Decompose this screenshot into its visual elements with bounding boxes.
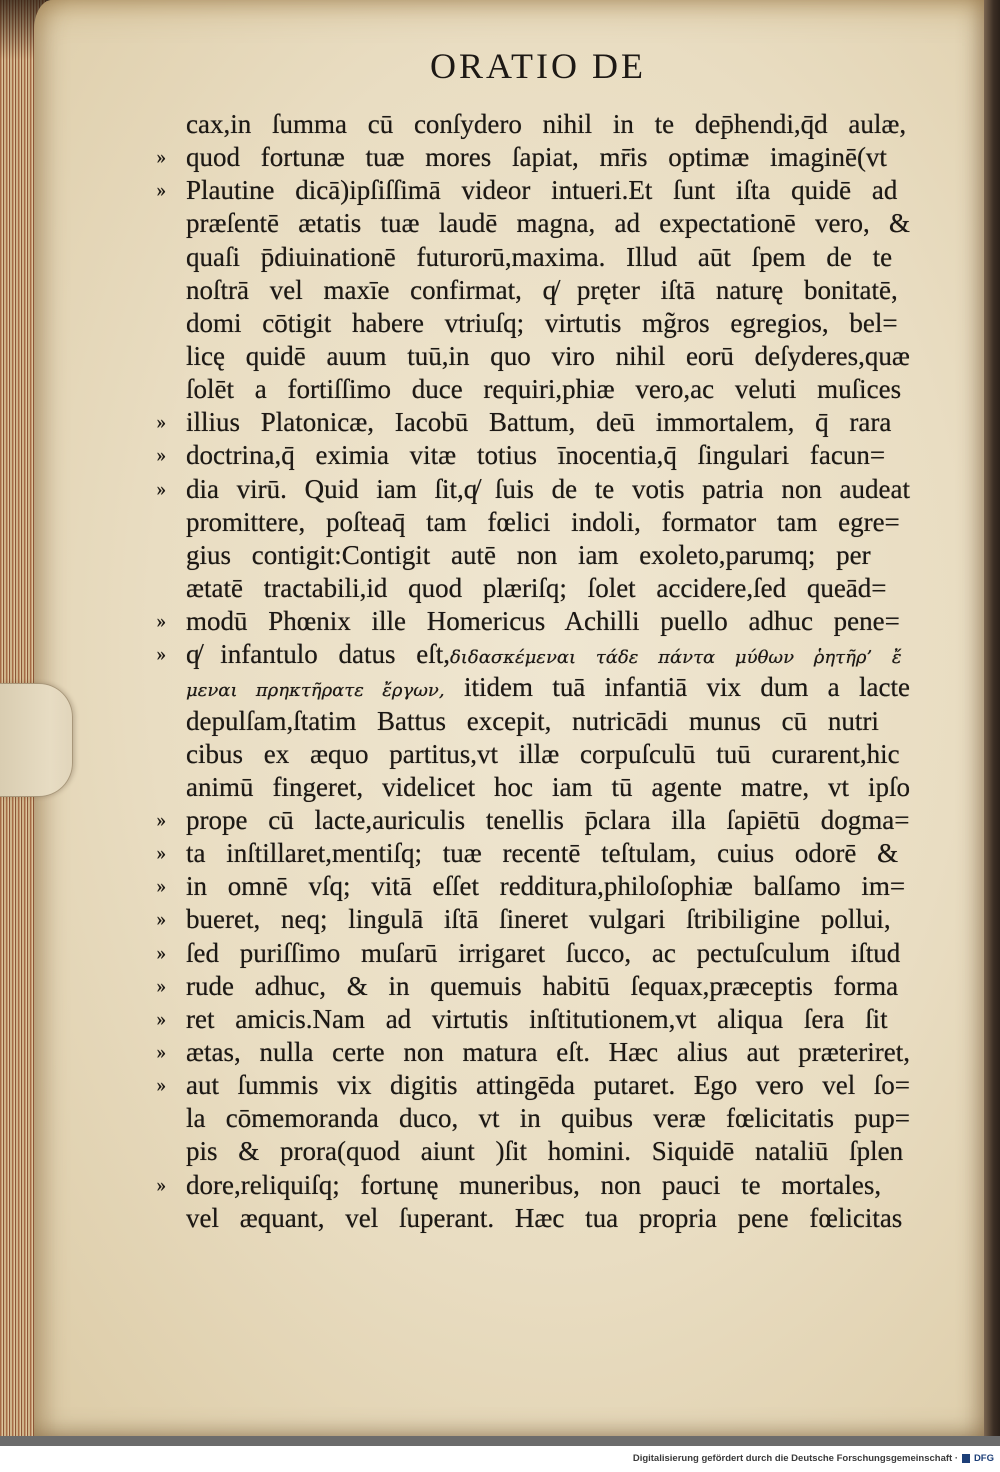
text-line xyxy=(186,340,910,373)
line-text: in omnē vſq; vitā eſſet redditura,philoſophiæ balſamo im= xyxy=(186,871,906,902)
line-text: prope cū lacte,auriculis tenellis p̄clara illa ſapiētū dogma= xyxy=(186,804,910,835)
text-line xyxy=(156,174,910,207)
line-text: promittere, poſteaq̄ tam fœlici indoli, formator tam egre= xyxy=(186,506,900,537)
line-text: doctrina,q̄ eximia vitæ totius īnocentia,q̄ ſingulari facun= xyxy=(186,440,886,471)
page-clip-tab xyxy=(0,683,73,797)
sententia-marker: ›› xyxy=(156,974,164,997)
line-text: domi cōtigit habere vtriuſq; virtutis mg̃ros egregios, bel= xyxy=(186,307,898,338)
line-text: dia virū. Quid iam ſit,q̸ ſuis de te votis patria non audeat xyxy=(186,473,910,504)
sententia-marker: ›› xyxy=(156,1173,164,1196)
text-line xyxy=(186,1202,910,1235)
line-text: vel æquant, vel ſuperant. Hæc tua propria pene fœlicitas xyxy=(186,1202,903,1233)
line-text: Plautine dicā)ipſiſſimā videor intueri.Et ſunt iſta quidē ad xyxy=(186,175,898,206)
line-text xyxy=(186,671,910,707)
text-line xyxy=(186,705,910,738)
line-text: la cōmemoranda duco, vt in quibus veræ fœlicitatis pup= xyxy=(186,1103,911,1134)
sententia-marker: ›› xyxy=(156,875,164,898)
line-text: cax,in ſumma cū conſydero nihil in te dep̄hendi,q̄d aulæ, xyxy=(186,109,907,139)
line-text: quod fortunæ tuæ mores ſapiat, mr̄is optimæ imaginē(vt xyxy=(186,142,887,173)
text-line xyxy=(186,671,910,704)
sententia-marker: ›› xyxy=(156,146,164,169)
greek-quotation: μεναι πρηκτῆρατε ἔργων, xyxy=(186,680,445,702)
text-line xyxy=(156,605,910,638)
line-text xyxy=(186,638,902,674)
line-text: illius Platonicæ, Iacobū Battum, deū immortalem, q̄ rara xyxy=(186,407,892,438)
text-line xyxy=(156,1036,910,1069)
line-text: rude adhuc, & in quemuis habitū ſequax,præceptis forma xyxy=(186,970,899,1001)
text-line xyxy=(156,638,910,671)
text-line xyxy=(156,439,910,472)
text-line xyxy=(186,373,910,406)
sententia-marker: ›› xyxy=(156,1040,164,1063)
greek-quotation: διδασκέμεναι τάδε πάντα μύθων ῥητῆρ’ ἔ xyxy=(449,647,902,669)
line-text: bueret, neq; lingulā iſtā ſineret vulgari ſtribiligine pollui, xyxy=(186,904,891,935)
line-text: aut ſummis vix digitis attingēda putaret. Ego vero vel ſo= xyxy=(186,1070,910,1101)
body-text xyxy=(156,108,911,1235)
sententia-marker: ›› xyxy=(156,477,164,500)
text-line xyxy=(186,274,910,307)
text-line xyxy=(186,539,910,572)
text-line xyxy=(156,903,910,936)
text-line xyxy=(186,307,910,340)
text-line xyxy=(186,1135,910,1168)
text-line xyxy=(186,108,910,141)
running-head: ORATIO DE xyxy=(430,46,646,86)
sententia-marker: ›› xyxy=(156,1074,164,1097)
sententia-marker: ›› xyxy=(156,808,164,831)
line-text: depulſam,ſtatim Battus excepit, nutricādi munus cū nutri xyxy=(186,705,879,736)
text-line xyxy=(156,937,910,970)
text-line xyxy=(186,241,910,274)
sententia-marker: ›› xyxy=(156,842,164,865)
text-line xyxy=(156,804,910,837)
text-line xyxy=(186,572,910,605)
scan-bottom-strip xyxy=(0,1436,1000,1446)
line-text: animū fingeret, videlicet hoc iam tū agente matre, vt ipſo xyxy=(186,771,911,802)
line-text: quaſi p̄diuinationē futurorū,maxima. Illud aūt ſpem de te xyxy=(186,241,893,272)
text-line xyxy=(186,506,910,539)
line-text: dore,reliquiſq; fortunę muneribus, non pauci te mortales, xyxy=(186,1169,882,1200)
text-line xyxy=(186,771,910,804)
line-text: præſentē ætatis tuæ laudē magna, ad expectationē vero, & xyxy=(186,208,910,239)
latin-text: q̸ infantulo datus eſt, xyxy=(186,639,450,670)
text-line xyxy=(156,1069,910,1102)
page-shadow-right xyxy=(984,0,1000,1436)
text-line xyxy=(156,1003,910,1036)
sententia-marker: ›› xyxy=(156,411,164,434)
dfg-logo: DFG xyxy=(962,1452,994,1465)
text-line xyxy=(156,473,910,506)
funding-credit: Digitalisierung gefördert durch die Deutsche Forschungsgemeinschaft · xyxy=(632,1453,958,1464)
sententia-marker: ›› xyxy=(156,643,164,666)
line-text: cibus ex æquo partitus,vt illæ corpuſculū tuū curarent,hic xyxy=(186,738,900,769)
text-line xyxy=(186,1102,910,1135)
line-text: ta inſtillaret,mentiſq; tuæ recentē teſtulam, cuius odorē & xyxy=(186,838,899,869)
line-text: ſed puriſſimo muſarū irrigaret ſucco, ac pectuſculum iſtud xyxy=(186,937,901,968)
text-line xyxy=(156,141,910,174)
digitization-footer xyxy=(0,1446,1000,1472)
sententia-marker: ›› xyxy=(156,444,164,467)
text-line xyxy=(186,738,910,771)
line-text: gius contigit:Contigit autē non iam exoleto,parumq; per xyxy=(186,539,871,570)
line-text: pis & prora(quod aiunt )ſit homini. Siquidē nataliū ſplen xyxy=(186,1136,904,1167)
line-text: ſolēt a fortiſſimo duce requiri,phiæ vero,ac veluti muſices xyxy=(186,374,902,405)
sententia-marker: ›› xyxy=(156,908,164,931)
text-line xyxy=(156,970,910,1003)
text-line xyxy=(156,837,910,870)
line-text: licę quidē auum tuū,in quo viro nihil eorū deſyderes,quæ xyxy=(186,340,910,371)
sententia-marker: ›› xyxy=(156,941,164,964)
line-text: modū Phœnix ille Homericus Achilli puello adhuc pene= xyxy=(186,606,900,637)
line-text: ætas, nulla certe non matura eſt. Hæc alius aut præteriret, xyxy=(186,1036,910,1067)
text-line xyxy=(156,406,910,439)
sententia-marker: ›› xyxy=(156,1007,164,1030)
sententia-marker: ›› xyxy=(156,610,164,633)
line-text: ætatē tractabili,id quod plæriſq; ſolet accidere,ſed queād= xyxy=(186,572,887,603)
line-text: noſtrā vel maxīe confirmat, q̸ pręter iſtā naturę bonitatē, xyxy=(186,274,898,305)
latin-text: itidem tuā infantiā vix dum a lacte xyxy=(463,672,910,703)
text-line xyxy=(186,207,910,240)
text-line xyxy=(156,1169,910,1202)
line-text: ret amicis.Nam ad virtutis inſtitutionem,vt aliqua ſera ſit xyxy=(186,1003,888,1034)
sententia-marker: ›› xyxy=(156,179,164,202)
text-line xyxy=(156,870,910,903)
